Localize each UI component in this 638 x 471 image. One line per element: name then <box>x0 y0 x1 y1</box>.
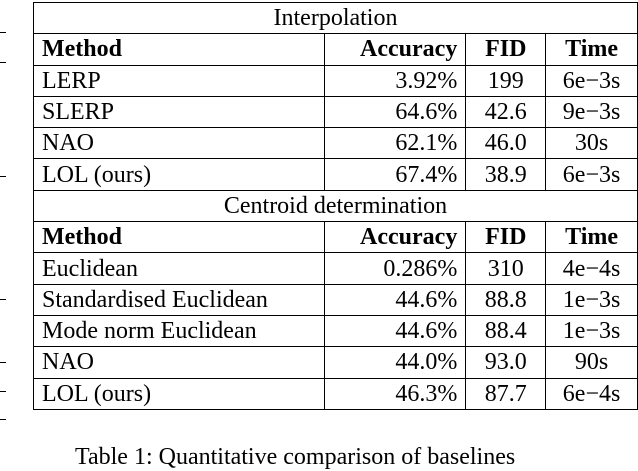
cell-accuracy: 3.92% <box>324 65 466 96</box>
header-accuracy: Accuracy <box>324 34 466 65</box>
table-caption: Table 1: Quantitative comparison of baselines <box>75 444 516 470</box>
table-row <box>34 159 638 190</box>
header-fid: FID <box>466 34 546 65</box>
margin-mark <box>0 32 6 33</box>
cell-time: 6e−4s <box>546 378 638 409</box>
cell-accuracy: 44.6% <box>324 315 466 346</box>
cell-time: 6e−3s <box>546 159 638 190</box>
cell-accuracy: 44.0% <box>324 347 466 378</box>
table-row <box>34 378 638 409</box>
cell-fid: 38.9 <box>466 159 546 190</box>
cell-method: LOL (ours) <box>34 159 325 190</box>
cell-method: LOL (ours) <box>34 378 325 409</box>
cell-time: 90s <box>546 347 638 378</box>
left-margin-marks <box>0 0 8 456</box>
header-method: Method <box>34 222 325 253</box>
cell-method: Euclidean <box>34 253 325 284</box>
table-row <box>34 65 638 96</box>
cell-accuracy: 64.6% <box>324 96 466 127</box>
cell-method: Standardised Euclidean <box>34 284 325 315</box>
cell-time: 30s <box>546 128 638 159</box>
table-row <box>34 128 638 159</box>
cell-fid: 42.6 <box>466 96 546 127</box>
table-row <box>34 284 638 315</box>
cell-method: LERP <box>34 65 325 96</box>
cell-fid: 310 <box>466 253 546 284</box>
cell-fid: 88.8 <box>466 284 546 315</box>
cell-time: 9e−3s <box>546 96 638 127</box>
section-title: Centroid determination <box>34 190 638 221</box>
cell-accuracy: 62.1% <box>324 128 466 159</box>
header-time: Time <box>546 222 638 253</box>
margin-mark <box>0 176 6 177</box>
cell-time: 4e−4s <box>546 253 638 284</box>
margin-mark <box>0 362 6 363</box>
cell-method: SLERP <box>34 96 325 127</box>
margin-mark <box>0 299 6 300</box>
margin-mark <box>0 419 6 420</box>
header-method: Method <box>34 34 325 65</box>
table-row <box>34 253 638 284</box>
section-title: Interpolation <box>34 3 638 34</box>
cell-method: NAO <box>34 128 325 159</box>
header-row <box>34 34 638 65</box>
cell-fid: 87.7 <box>466 378 546 409</box>
cell-accuracy: 0.286% <box>324 253 466 284</box>
cell-accuracy: 44.6% <box>324 284 466 315</box>
cell-time: 1e−3s <box>546 315 638 346</box>
margin-mark <box>0 391 6 392</box>
section-title-row <box>34 3 638 34</box>
cell-method: NAO <box>34 347 325 378</box>
header-accuracy: Accuracy <box>324 222 466 253</box>
cell-fid: 199 <box>466 65 546 96</box>
cell-fid: 93.0 <box>466 347 546 378</box>
cell-fid: 46.0 <box>466 128 546 159</box>
header-fid: FID <box>466 222 546 253</box>
table-row <box>34 96 638 127</box>
results-table <box>33 2 638 410</box>
cell-time: 6e−3s <box>546 65 638 96</box>
margin-mark <box>0 62 6 63</box>
cell-accuracy: 46.3% <box>324 378 466 409</box>
table-row <box>34 315 638 346</box>
cell-method: Mode norm Euclidean <box>34 315 325 346</box>
cell-fid: 88.4 <box>466 315 546 346</box>
cell-accuracy: 67.4% <box>324 159 466 190</box>
header-time: Time <box>546 34 638 65</box>
header-row <box>34 222 638 253</box>
cell-time: 1e−3s <box>546 284 638 315</box>
section-title-row <box>34 190 638 221</box>
table-row <box>34 347 638 378</box>
